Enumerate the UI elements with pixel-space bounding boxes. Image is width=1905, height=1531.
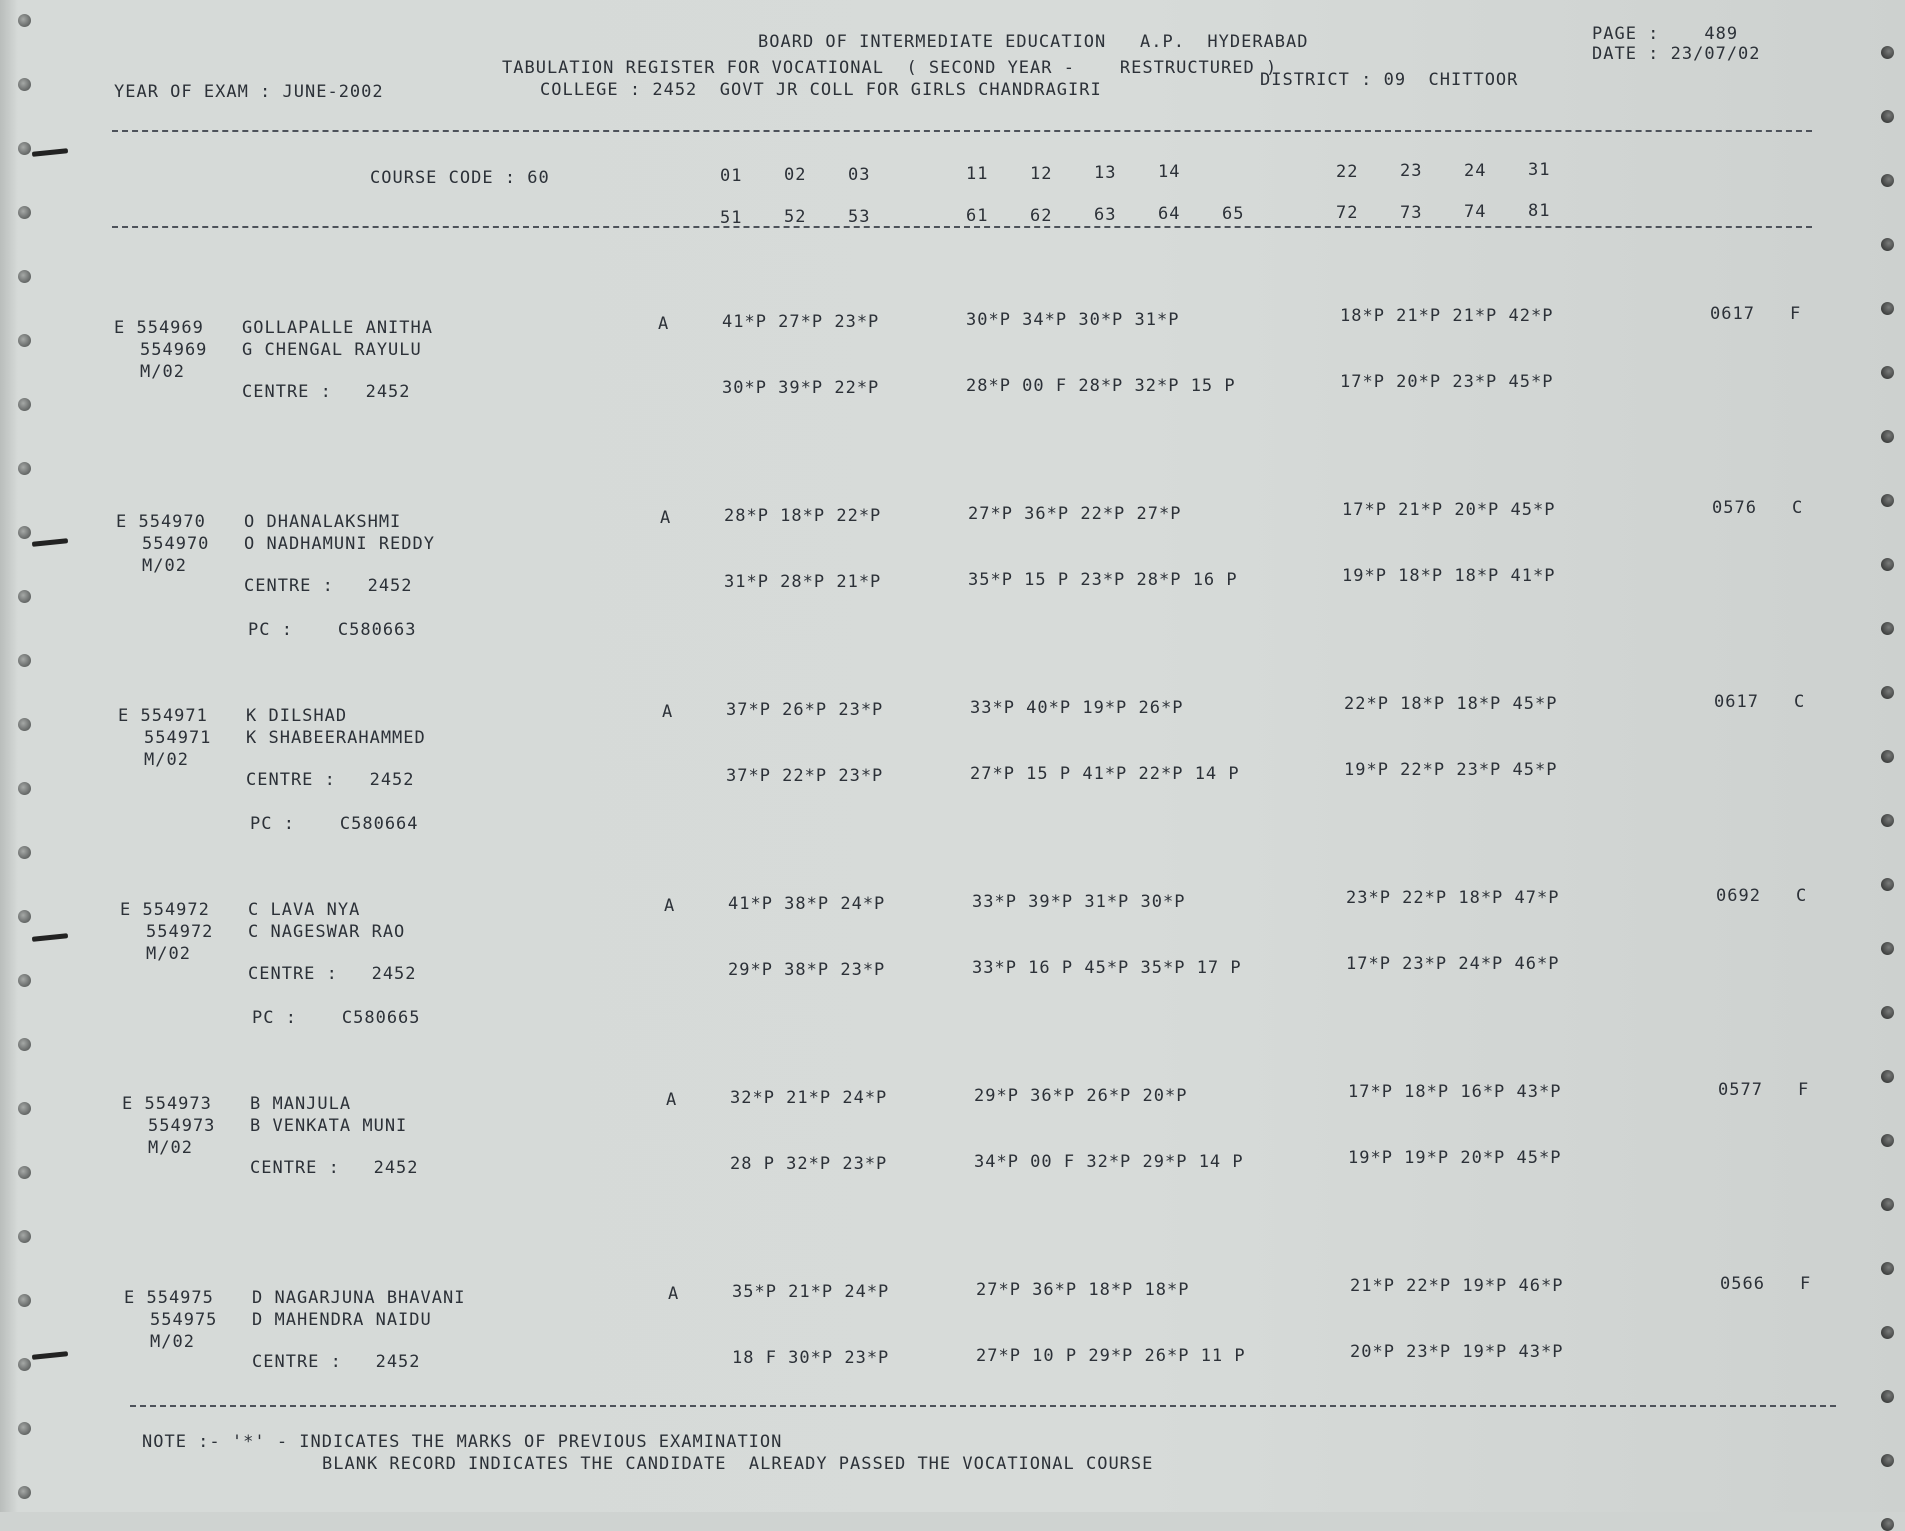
course-code: COURSE CODE : 60 <box>370 168 550 188</box>
feed-hole <box>1881 1198 1894 1211</box>
marks-row2-group2: 27*P 15 P 41*P 22*P 14 P <box>970 764 1240 784</box>
note-line-2: BLANK RECORD INDICATES THE CANDIDATE ALREADY PASSED THE VOCATIONAL COURSE <box>322 1454 1154 1474</box>
feed-hole <box>1881 1006 1894 1019</box>
subject-code: 14 <box>1158 162 1181 183</box>
father-name: B VENKATA MUNI <box>250 1116 408 1136</box>
subject-code: 63 <box>1094 205 1117 225</box>
pc-number: PC : C580663 <box>248 620 417 640</box>
marks-row2-group2: 34*P 00 F 32*P 29*P 14 P <box>974 1152 1244 1172</box>
feed-hole <box>1881 558 1894 571</box>
feed-hole <box>1881 942 1894 955</box>
feed-hole <box>1881 686 1894 699</box>
marks-row2-group3: 19*P 19*P 20*P 45*P <box>1348 1148 1562 1168</box>
exam-centre: CENTRE : 2452 <box>242 382 411 402</box>
feed-hole <box>1881 1262 1894 1275</box>
marks-row1-group1: 28*P 18*P 22*P <box>724 506 882 526</box>
marks-row2-group1: 18 F 30*P 23*P <box>732 1348 890 1368</box>
marks-row1-group3: 18*P 21*P 21*P 42*P <box>1340 306 1554 326</box>
pen-tick-mark <box>32 538 68 547</box>
subject-code: 03 <box>848 164 871 185</box>
feed-hole <box>18 1230 31 1243</box>
feed-hole <box>18 1294 31 1307</box>
subject-code: 11 <box>966 164 989 185</box>
exam-centre: CENTRE : 2452 <box>248 964 417 984</box>
grade: A <box>662 702 674 722</box>
feed-hole <box>18 1102 31 1115</box>
subject-code: 22 <box>1336 161 1359 182</box>
result-code: C <box>1796 886 1808 906</box>
roll-number-secondary: 554971 <box>144 728 212 748</box>
marks-row2-group3: 17*P 23*P 24*P 46*P <box>1346 954 1560 974</box>
exam-centre: CENTRE : 2452 <box>252 1352 421 1372</box>
total-marks: 0577 <box>1718 1080 1763 1100</box>
marks-row1-group2: 27*P 36*P 22*P 27*P <box>968 504 1182 524</box>
candidate-name: D NAGARJUNA BHAVANI <box>252 1288 466 1308</box>
father-name: D MAHENDRA NAIDU <box>252 1310 432 1330</box>
exam-code: M/02 <box>148 1138 193 1158</box>
total-marks: 0617 <box>1710 304 1755 324</box>
pc-number: PC : C580664 <box>250 814 419 834</box>
marks-row1-group1: 41*P 38*P 24*P <box>728 894 886 914</box>
subject-code: 23 <box>1400 161 1423 182</box>
total-marks: 0566 <box>1720 1274 1765 1294</box>
marks-row1-group3: 22*P 18*P 18*P 45*P <box>1344 694 1558 714</box>
feed-hole <box>18 334 31 347</box>
roll-number: E 554975 <box>124 1288 214 1308</box>
pen-tick-mark <box>32 933 68 942</box>
feed-hole <box>18 718 31 731</box>
exam-code: M/02 <box>146 944 191 964</box>
feed-hole <box>18 590 31 603</box>
exam-code: M/02 <box>140 362 185 382</box>
marks-row1-group1: 41*P 27*P 23*P <box>722 312 880 332</box>
exam-code: M/02 <box>150 1332 195 1352</box>
marks-row2-group2: 28*P 00 F 28*P 32*P 15 P <box>966 376 1236 396</box>
feed-hole <box>18 654 31 667</box>
feed-hole <box>1881 1134 1894 1147</box>
father-name: C NAGESWAR RAO <box>248 922 406 942</box>
marks-row2-group1: 30*P 39*P 22*P <box>722 378 880 398</box>
marks-row2-group2: 27*P 10 P 29*P 26*P 11 P <box>976 1346 1246 1366</box>
feed-hole <box>1881 1518 1894 1531</box>
marks-row2-group3: 20*P 23*P 19*P 43*P <box>1350 1342 1564 1362</box>
marks-row1-group3: 23*P 22*P 18*P 47*P <box>1346 888 1560 908</box>
page-number: PAGE : 489 <box>1592 24 1739 44</box>
college-name: COLLEGE : 2452 GOVT JR COLL FOR GIRLS CHANDRAGIRI <box>540 80 1102 100</box>
marks-row2-group1: 28 P 32*P 23*P <box>730 1154 888 1174</box>
feed-hole <box>18 846 31 859</box>
roll-number: E 554973 <box>122 1094 212 1114</box>
board-title: BOARD OF INTERMEDIATE EDUCATION A.P. HYDERABAD <box>758 32 1309 52</box>
subject-code: 13 <box>1094 163 1117 183</box>
feed-hole <box>18 398 31 411</box>
subject-code: 51 <box>720 208 743 228</box>
subject-code: 53 <box>848 206 871 227</box>
candidate-name: C LAVA NYA <box>248 900 361 920</box>
roll-number: E 554969 <box>114 318 204 338</box>
candidate-name: GOLLAPALLE ANITHA <box>242 318 433 338</box>
marks-row1-group2: 27*P 36*P 18*P 18*P <box>976 1280 1190 1300</box>
total-marks: 0617 <box>1714 692 1759 712</box>
candidate-name: B MANJULA <box>250 1094 352 1114</box>
columns-divider <box>112 226 1812 228</box>
total-marks: 0692 <box>1716 886 1761 906</box>
marks-row1-group2: 33*P 40*P 19*P 26*P <box>970 698 1184 718</box>
marks-row1-group3: 17*P 18*P 16*P 43*P <box>1348 1082 1562 1102</box>
subject-code: 62 <box>1030 205 1053 226</box>
feed-hole <box>1881 430 1894 443</box>
feed-hole <box>1881 1326 1894 1339</box>
marks-row2-group1: 31*P 28*P 21*P <box>724 572 882 592</box>
subject-code: 02 <box>784 165 807 186</box>
marks-row2-group1: 37*P 22*P 23*P <box>726 766 884 786</box>
feed-hole <box>18 782 31 795</box>
roll-number-secondary: 554972 <box>146 922 214 942</box>
marks-row1-group1: 35*P 21*P 24*P <box>732 1282 890 1302</box>
roll-number: E 554972 <box>120 900 210 920</box>
exam-centre: CENTRE : 2452 <box>244 576 413 596</box>
result-code: C <box>1792 498 1804 518</box>
marks-row2-group2: 33*P 16 P 45*P 35*P 17 P <box>972 958 1242 978</box>
left-tractor-feed-holes <box>0 0 40 1512</box>
exam-year: YEAR OF EXAM : JUNE-2002 <box>114 82 384 102</box>
feed-hole <box>18 1038 31 1051</box>
feed-hole <box>18 206 31 219</box>
subject-code: 61 <box>966 206 989 227</box>
marks-row1-group2: 29*P 36*P 26*P 20*P <box>974 1086 1188 1106</box>
feed-hole <box>18 1486 31 1499</box>
feed-hole <box>1881 1070 1894 1083</box>
feed-hole <box>1881 878 1894 891</box>
result-code: F <box>1800 1274 1812 1294</box>
district-name: DISTRICT : 09 CHITTOOR <box>1260 70 1519 90</box>
feed-hole <box>18 910 31 923</box>
marks-row2-group3: 17*P 20*P 23*P 45*P <box>1340 372 1554 392</box>
marks-row2-group3: 19*P 18*P 18*P 41*P <box>1342 566 1556 586</box>
feed-hole <box>1881 622 1894 635</box>
roll-number-secondary: 554970 <box>142 534 210 554</box>
subject-code: 01 <box>720 166 743 186</box>
father-name: O NADHAMUNI REDDY <box>244 534 435 554</box>
subject-code: 74 <box>1464 202 1487 222</box>
marks-row1-group3: 17*P 21*P 20*P 45*P <box>1342 500 1556 520</box>
father-name: G CHENGAL RAYULU <box>242 340 422 360</box>
pc-number: PC : C580665 <box>252 1008 421 1028</box>
result-code: F <box>1790 304 1802 324</box>
father-name: K SHABEERAHAMMED <box>246 728 426 748</box>
feed-hole <box>1881 1390 1894 1403</box>
exam-code: M/02 <box>142 556 187 576</box>
candidate-name: O DHANALAKSHMI <box>244 512 402 532</box>
grade: A <box>666 1090 678 1110</box>
feed-hole <box>18 1166 31 1179</box>
subject-code: 65 <box>1222 203 1245 224</box>
marks-row2-group2: 35*P 15 P 23*P 28*P 16 P <box>968 570 1238 590</box>
feed-hole <box>18 974 31 987</box>
roll-number-secondary: 554969 <box>140 340 208 360</box>
marks-row1-group1: 37*P 26*P 23*P <box>726 700 884 720</box>
subject-code: 24 <box>1464 160 1487 181</box>
feed-hole <box>18 462 31 475</box>
exam-code: M/02 <box>144 750 189 770</box>
result-code: C <box>1794 692 1806 712</box>
marks-row1-group2: 33*P 39*P 31*P 30*P <box>972 892 1186 912</box>
marks-row1-group2: 30*P 34*P 30*P 31*P <box>966 310 1180 330</box>
feed-hole <box>1881 814 1894 827</box>
roll-number-secondary: 554975 <box>150 1310 218 1330</box>
subject-code: 81 <box>1528 201 1551 222</box>
candidate-name: K DILSHAD <box>246 706 348 726</box>
total-marks: 0576 <box>1712 498 1757 518</box>
roll-number: E 554970 <box>116 512 206 532</box>
grade: A <box>668 1284 680 1304</box>
subject-code: 72 <box>1336 203 1359 224</box>
subject-code: 12 <box>1030 163 1053 184</box>
note-line-1: NOTE :- '*' - INDICATES THE MARKS OF PREVIOUS EXAMINATION <box>142 1432 783 1452</box>
subject-code: 31 <box>1528 160 1551 180</box>
subject-code: 52 <box>784 207 807 228</box>
pen-tick-mark <box>32 1351 68 1360</box>
exam-centre: CENTRE : 2452 <box>250 1158 419 1178</box>
print-date: DATE : 23/07/02 <box>1592 44 1761 64</box>
feed-hole <box>18 1422 31 1435</box>
result-code: F <box>1798 1080 1810 1100</box>
feed-hole <box>1881 238 1894 251</box>
right-tractor-feed-holes <box>1875 0 1905 1512</box>
feed-hole <box>1881 1454 1894 1467</box>
marks-row2-group3: 19*P 22*P 23*P 45*P <box>1344 760 1558 780</box>
roll-number-secondary: 554973 <box>148 1116 216 1136</box>
grade: A <box>658 314 670 334</box>
grade: A <box>660 508 672 528</box>
feed-hole <box>1881 494 1894 507</box>
subject-code: 73 <box>1400 202 1423 223</box>
marks-row1-group3: 21*P 22*P 19*P 46*P <box>1350 1276 1564 1296</box>
feed-hole <box>1881 302 1894 315</box>
subject-code: 64 <box>1158 204 1181 225</box>
marks-row2-group1: 29*P 38*P 23*P <box>728 960 886 980</box>
roll-number: E 554971 <box>118 706 208 726</box>
feed-hole <box>1881 750 1894 763</box>
marks-row1-group1: 32*P 21*P 24*P <box>730 1088 888 1108</box>
footer-divider <box>130 1405 1836 1407</box>
feed-hole <box>1881 366 1894 379</box>
feed-hole <box>18 1358 31 1371</box>
register-title: TABULATION REGISTER FOR VOCATIONAL ( SECOND YEAR - RESTRUCTURED ) <box>502 58 1278 78</box>
feed-hole <box>18 526 31 539</box>
grade: A <box>664 896 676 916</box>
exam-centre: CENTRE : 2452 <box>246 770 415 790</box>
feed-hole <box>18 270 31 283</box>
